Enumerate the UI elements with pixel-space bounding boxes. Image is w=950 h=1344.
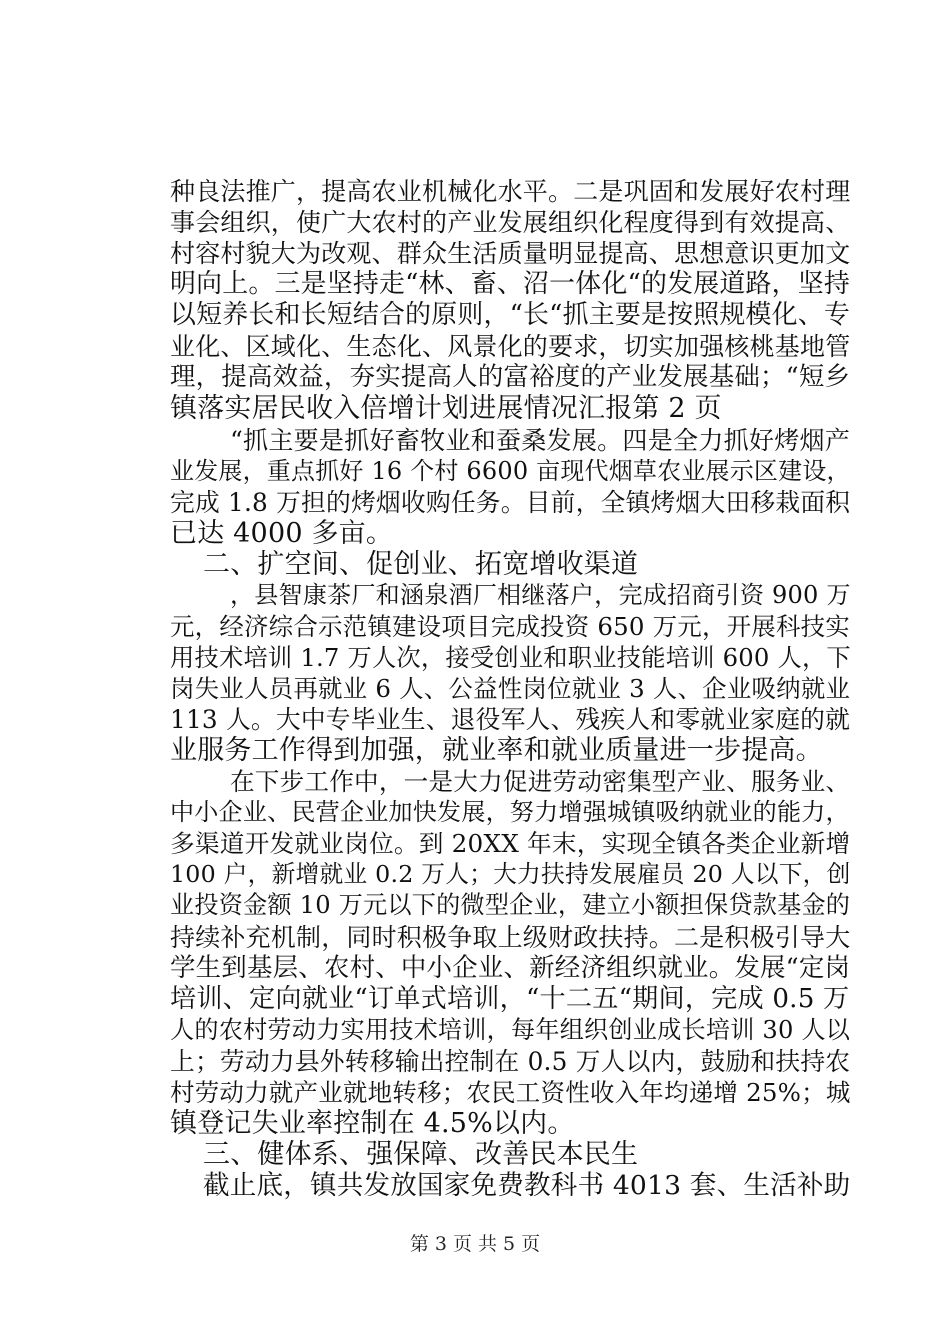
text-line: 明向上。三是坚持走“林、畜、沼一体化“的发展道路，坚持 bbox=[170, 269, 850, 299]
text-line: 在下步工作中，一是大力促进劳动密集型产业、服务业、 bbox=[230, 767, 851, 796]
section-heading: 三、健体系、强保障、改善民本民生 bbox=[203, 1139, 639, 1170]
text-line: 中小企业、民营企业加快发展，努力增强城镇吸纳就业的能力， bbox=[170, 798, 850, 826]
text-line: 元，经济综合示范镇建设项目完成投资 650 万元，开展科技实 bbox=[170, 612, 850, 641]
text-line: 理，提高效益，夯实提高人的富裕度的产业发展基础；“短乡 bbox=[170, 362, 851, 392]
text-line: 业发展，重点抓好 16 个村 6600 亩现代烟草农业展示区建设， bbox=[170, 457, 851, 485]
text-line: 已达 4000 多亩。 bbox=[170, 518, 394, 549]
text-line: 113 人。大中专毕业生、退役军人、残疾人和零就业家庭的就 bbox=[170, 705, 851, 734]
text-line: 完成 1.8 万担的烤烟收购任务。目前，全镇烤烟大田移栽面积 bbox=[170, 488, 851, 517]
text-line: 上；劳动力县外转移输出控制在 0.5 万人以内，鼓励和扶持农 bbox=[170, 1047, 851, 1076]
text-line: 多渠道开发就业岗位。到 20XX 年末，实现全镇各类企业新增 bbox=[170, 829, 851, 858]
text-line: 事会组织，使广大农村的产业发展组织化程度得到有效提高、 bbox=[170, 208, 851, 237]
text-line: 镇落实居民收入倍增计划进展情况汇报第 2 页 bbox=[170, 393, 722, 424]
text-line: ，县智康茶厂和涵泉酒厂相继落户，完成招商引资 900 万 bbox=[230, 581, 851, 609]
text-line: 村劳动力就产业就地转移；农民工资性收入年均递增 25%；城 bbox=[170, 1078, 851, 1107]
text-line: 以短养长和长短结合的原则，“长“抓主要是按照规模化、专 bbox=[170, 300, 850, 330]
text-line: 镇登记失业率控制在 4.5%以内。 bbox=[170, 1108, 575, 1139]
page-number-footer: 第 3 页 共 5 页 bbox=[409, 1233, 541, 1255]
text-line: 业投资金额 10 万元以下的微型企业，建立小额担保贷款基金的 bbox=[170, 891, 851, 919]
text-line: 岗失业人员再就业 6 人、公益性岗位就业 3 人、企业吸纳就业 bbox=[170, 674, 851, 703]
text-line: “抓主要是抓好畜牧业和蚕桑发展。四是全力抓好烤烟产 bbox=[230, 426, 851, 455]
text-line: 用技术培训 1.7 万人次，接受创业和职业技能培训 600 人，下 bbox=[170, 643, 851, 672]
section-heading: 二、扩空间、促创业、拓宽增收渠道 bbox=[203, 549, 639, 580]
text-line: 持续补充机制，同时积极争取上级财政扶持。二是积极引导大 bbox=[170, 923, 851, 952]
text-line: 种良法推广，提高农业机械化水平。二是巩固和发展好农村理 bbox=[170, 177, 851, 206]
text-line: 人的农村劳动力实用技术培训，每年组织创业成长培训 30 人以 bbox=[170, 1016, 851, 1044]
text-line: 学生到基层、农村、中小企业、新经济组织就业。发展“定岗 bbox=[170, 953, 851, 983]
text-line: 村容村貌大为改观、群众生活质量明显提高、思想意识更加文 bbox=[170, 239, 851, 268]
text-line: 截止底，镇共发放国家免费教科书 4013 套、生活补助 bbox=[203, 1170, 851, 1201]
text-line: 培训、定向就业“订单式培训，“十二五“期间，完成 0.5 万 bbox=[170, 984, 850, 1014]
text-line: 业服务工作得到加强，就业率和就业质量进一步提高。 bbox=[170, 735, 823, 766]
text-line: 100 户，新增就业 0.2 万人；大力扶持发展雇员 20 人以下，创 bbox=[170, 860, 851, 888]
text-line: 业化、区域化、生态化、风景化的要求，切实加强核桃基地管 bbox=[170, 332, 851, 361]
